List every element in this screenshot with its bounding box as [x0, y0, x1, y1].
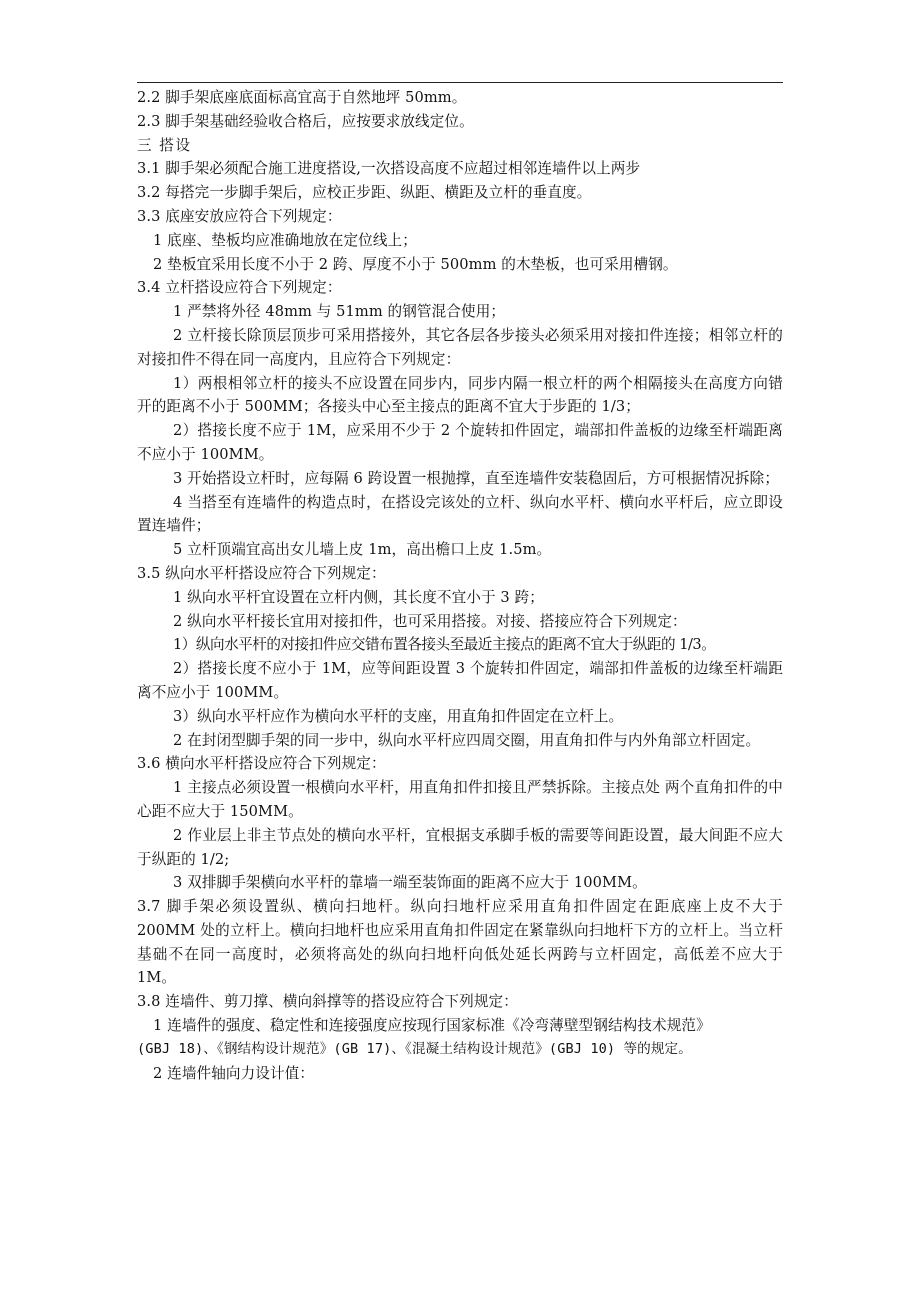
clause-3-5-sub-1: 1）纵向水平杆的对接扣件应交错布置各接头至最近主接点的距离不宜大于纵距的 1/3。: [173, 636, 716, 654]
clause-3-4: 3.4 立杆搭设应符合下列规定：: [137, 279, 342, 297]
header-rule: [137, 82, 783, 83]
document-body: [137, 86, 783, 1085]
clause-3-8-item-1-cont: (GBJ 18)、《钢结构设计规范》(GB 17)、《混凝土结构设计规范》(GBJ 10) 等的规定。: [137, 1040, 692, 1057]
clause-3-3-item-1: 1 底座、垫板均应准确地放在定位线上；: [153, 231, 417, 249]
clause-3-5: 3.5 纵向水平杆搭设应符合下列规定：: [137, 564, 386, 582]
clause-3-6: 3.6 横向水平杆搭设应符合下列规定：: [137, 755, 386, 773]
clause-3-6-item-2: 2 作业层上非主节点处的横向水平杆，宜根据支承脚手板的需要等间距设置，最大间距不应大于纵距的 1/2;: [137, 826, 783, 868]
clause-3-6-item-1: 1 主接点必须设置一根横向水平杆，用直角扣件扣接且严禁拆除。主接点处 两个直角扣件的中心距不应大于 150MM。: [137, 779, 783, 820]
clause-3-5-item-1: 1 纵向水平杆宜设置在立杆内侧，其长度不宜小于 3 跨；: [173, 588, 544, 606]
clause-3-8: 3.8 连墙件、剪刀撑、横向斜撑等的搭设应符合下列规定：: [137, 993, 518, 1011]
clause-3-4-item-3: 3 开始搭设立杆时，应每隔 6 跨设置一根抛撑，直至连墙件安装稳固后，方可根据情况拆除；: [173, 469, 780, 487]
clause-3-5-item-2b: 2 在封闭型脚手架的同一步中，纵向水平杆应四周交圈，用直角扣件与内外角部立杆固定。: [173, 731, 761, 749]
clause-3-4-sub-1: 1）两根相邻立杆的接头不应设置在同步内，同步内隔一根立杆的两个相隔接头在高度方向错开的距离不小于 500MM；各接头中心至主接点的距离不宜大于步距的 1/3；: [137, 374, 783, 416]
clause-3-4-item-5: 5 立杆顶端宜高出女儿墙上皮 1m，高出檐口上皮 1.5m。: [173, 541, 552, 559]
clause-3-4-item-1: 1 严禁将外径 48mm 与 51mm 的钢管混合使用；: [173, 303, 506, 321]
clause-3-5-sub-2: 2）搭接长度不应小于 1M，应等间距设置 3 个旋转扣件固定，端部扣件盖板的边缘至杆端距离不应小于 100MM。: [137, 660, 783, 701]
clause-3-2: 3.2 每搭完一步脚手架后，应校正步距、纵距、横距及立杆的垂直度。: [137, 184, 592, 202]
clause-3-4-item-2: 2 立杆接长除顶层顶步可采用搭接外，其它各层各步接头必须采用对接扣件连接；相邻立杆的对接扣件不得在同一高度内，且应符合下列规定：: [137, 326, 783, 368]
clause-3-8-item-1: 1 连墙件的强度、稳定性和连接强度应按现行国家标准《冷弯薄壁型钢结构技术规范》: [153, 1017, 711, 1035]
section-3-heading: 三 搭设: [137, 136, 192, 154]
clause-3-7: 3.7 脚手架必须设置纵、横向扫地杆。纵向扫地杆应采用直角扣件固定在距底座上皮不大于 200MM 处的立杆上。横向扫地杆也应采用直角扣件固定在紧靠纵向扫地杆下方的立杆上。当立杆基础不在同一高度时，必须将高处的纵向扫地杆向低处延长两跨与立杆固定，高低差不应大于 1M。: [137, 898, 783, 987]
clause-3-3-item-2: 2 垫板宜采用长度不小于 2 跨、厚度不小于 500mm 的木垫板，也可采用槽钢。: [153, 255, 678, 273]
clause-3-5-sub-3: 3）纵向水平杆应作为横向水平杆的支座，用直角扣件固定在立杆上。: [173, 707, 624, 725]
clause-3-6-item-3: 3 双排脚手架横向水平杆的靠墙一端至装饰面的距离不应大于 100MM。: [173, 874, 647, 892]
clause-3-5-item-2: 2 纵向水平杆接长宜用对接扣件，也可采用搭接。对接、搭接应符合下列规定：: [173, 612, 687, 630]
clause-2-3: 2.3 脚手架基础经验收合格后，应按要求放线定位。: [137, 112, 474, 130]
clause-3-4-sub-2: 2）搭接长度不应于 1M，应采用不少于 2 个旋转扣件固定，端部扣件盖板的边缘至杆端距离不应小于 100MM。: [137, 422, 783, 463]
clause-3-1: 3.1 脚手架必须配合施工进度搭设,一次搭设高度不应超过相邻连墙件以上两步: [137, 160, 641, 178]
clause-3-8-item-2: 2 连墙件轴向力设计值：: [153, 1064, 315, 1082]
clause-2-2: 2.2 脚手架底座底面标高宜高于自然地坪 50mm。: [137, 89, 467, 106]
clause-3-3: 3.3 底座安放应符合下列规定：: [137, 207, 342, 225]
clause-3-4-item-4: 4 当搭至有连墙件的构造点时，在搭设完该处的立杆、纵向水平杆、横向水平杆后，应立即设置连墙件；: [137, 493, 783, 535]
